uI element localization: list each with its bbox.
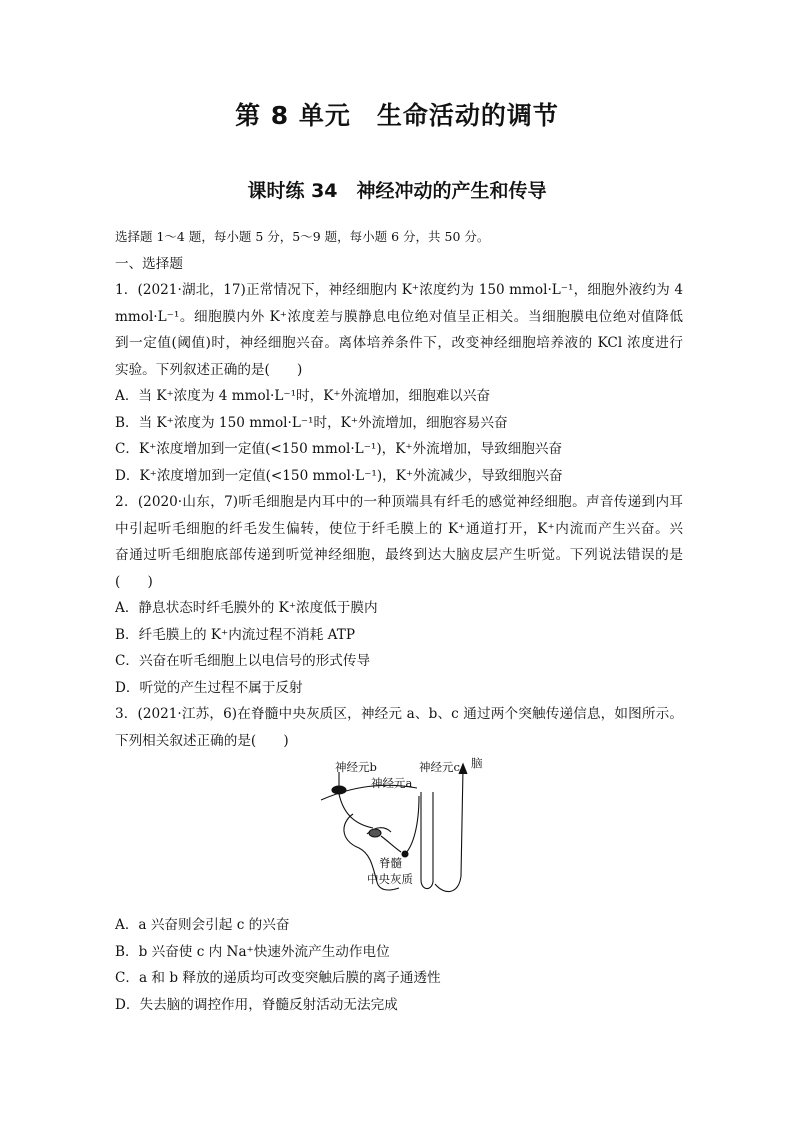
- question-stem-line: 2．(2020·山东，7)听毛细胞是内耳中的一种顶端具有纤毛的感觉神经细胞。声音传递到内耳: [115, 494, 683, 510]
- question-stem-line: ( ): [115, 573, 153, 590]
- label-central-gray: 中央灰质: [367, 872, 413, 886]
- label-neuron-c: 神经元c: [419, 760, 460, 774]
- label-neuron-b: 神经元b: [335, 760, 377, 774]
- option-a: A．静息状态时纤毛膜外的 K⁺浓度低于膜内: [115, 600, 378, 616]
- option-c: C．兴奋在听毛细胞上以电信号的形式传导: [115, 653, 371, 669]
- neuron-c-dendrite: [405, 796, 419, 854]
- neuron-b-axon: [339, 794, 373, 828]
- option-d: D．K⁺浓度增加到一定值(<150 mmol·L⁻¹)，K⁺外流减少，导致细胞兴奋: [115, 467, 563, 484]
- instructions: 选择题 1～4 题，每小题 5 分，5～9 题，每小题 6 分，共 50 分。: [115, 229, 490, 244]
- arrow-to-brain: [459, 764, 467, 774]
- neuron-c-axon: [421, 792, 433, 889]
- lesson-title: 课时练 34 神经冲动的产生和传导: [247, 180, 547, 202]
- question-2: [115, 489, 683, 701]
- option-b: B．b 兴奋使 c 内 Na⁺快速外流产生动作电位: [115, 943, 390, 960]
- question-stem-line: mmol·L⁻¹。细胞膜内外 K⁺浓度差与膜静息电位绝对值呈正相关。当细胞膜电位绝对值降低: [115, 308, 683, 325]
- question-stem-line: 到一定值(阈值)时，神经细胞兴奋。离体培养条件下，改变神经细胞培养液的 KCl 浓度进行: [115, 335, 683, 351]
- neuron-b-ganglion: [332, 786, 346, 794]
- question-stem-line: 中引起听毛细胞的纤毛发生偏转，使位于纤毛膜上的 K⁺通道打开，K⁺内流而产生兴奋。兴: [115, 520, 683, 537]
- question-content: [115, 224, 683, 1018]
- spinal-cord-figure: [115, 756, 683, 908]
- neuron-a-body: [369, 829, 381, 837]
- option-b: B．纤毛膜上的 K⁺内流过程不消耗 ATP: [115, 626, 355, 643]
- question-stem-line: 3．(2021·江苏，6)在脊髓中央灰质区，神经元 a、b、c 通过两个突触传递信息，如图所示。: [115, 706, 683, 722]
- ascending-tract: [435, 768, 463, 892]
- section-heading: 一、选择题: [115, 255, 183, 272]
- question-stem-line: 奋通过听毛细胞底部传递到听觉神经细胞，最终到达大脑皮层产生听觉。下列说法错误的是: [115, 547, 683, 563]
- label-brain: 脑: [471, 756, 483, 770]
- unit-title: 第 8 单元 生命活动的调节: [235, 101, 559, 130]
- option-a: A．a 兴奋则会引起 c 的兴奋: [115, 917, 290, 933]
- question-stem-line: 下列相关叙述正确的是( ): [115, 732, 289, 749]
- question-stem-line: 1．(2021·湖北，17)正常情况下，神经细胞内 K⁺浓度约为 150 mmol·L⁻¹，细胞外液约为 4: [115, 282, 683, 298]
- label-neuron-a: 神经元a: [371, 776, 413, 790]
- label-spinal-cord: 脊髓: [379, 856, 402, 870]
- option-d: D．听觉的产生过程不属于反射: [115, 679, 303, 696]
- option-a: A．当 K⁺浓度为 4 mmol·L⁻¹时，K⁺外流增加，细胞难以兴奋: [115, 388, 491, 404]
- neuron-a-axon: [381, 836, 401, 852]
- option-d: D．失去脑的调控作用，脊髓反射活动无法完成: [115, 996, 398, 1013]
- option-b: B．当 K⁺浓度为 150 mmol·L⁻¹时，K⁺外流增加，细胞容易兴奋: [115, 414, 508, 431]
- option-c: C．K⁺浓度增加到一定值(<150 mmol·L⁻¹)，K⁺外流增加，导致细胞兴奋: [115, 441, 563, 457]
- question-stem-line: 实验。下列叙述正确的是( ): [115, 361, 303, 378]
- option-c: C．a 和 b 释放的递质均可改变突触后膜的离子通透性: [115, 970, 441, 986]
- question-3: [115, 701, 683, 1018]
- question-1: [115, 277, 683, 489]
